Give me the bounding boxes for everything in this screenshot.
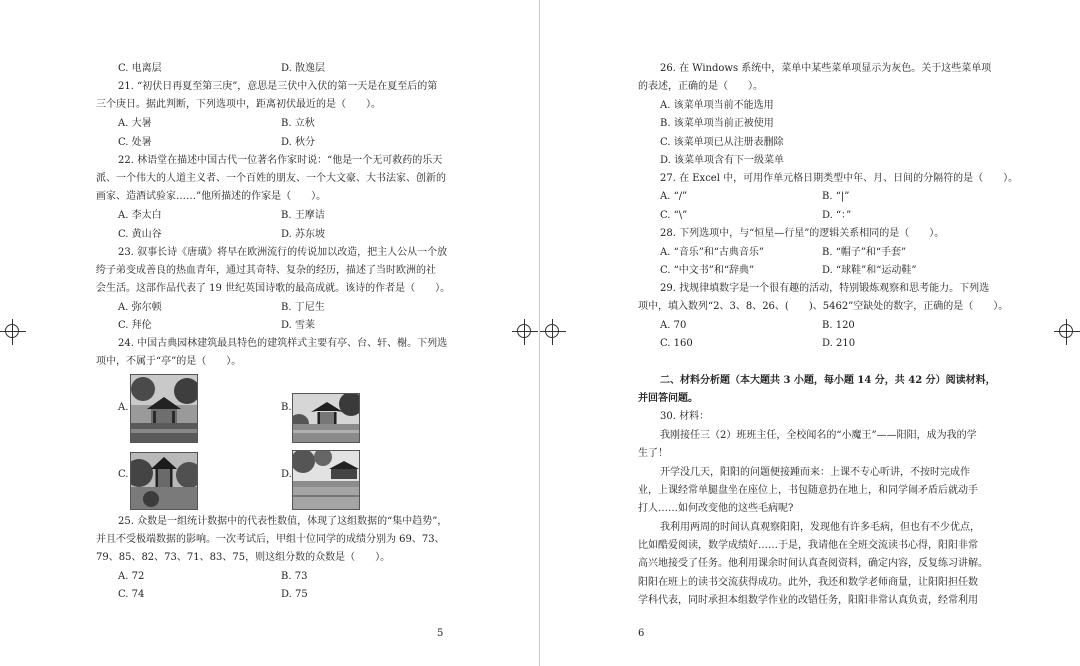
q24-option-d-label: D. [281,469,292,480]
q22-stem-line-2: 派、一个伟大的人道主义者、一个百姓的朋友、一个大文豪、大书法家、创新的 [96,173,446,184]
q28-stem-line-1: 28. 下列选项中，与“恒星—行星”的逻辑关系相同的是（ ）。 [660,228,945,239]
q24-stem-line-1: 24. 中国古典园林建筑最具特色的建筑样式主要有亭、台、轩、榭。下列选 [118,338,448,349]
q22-option-c: C. 黄山谷 [118,229,162,240]
q23-stem-line-3: 会生活。这部作品代表了 19 世纪英国诗歌的最高成就。该诗的作者是（ ）。 [96,283,451,294]
page-number-left: 5 [437,628,444,639]
q24-stem-line-2: 项中，不属于“亭”的是（ ）。 [96,356,242,367]
q21-option-c: C. 处暑 [118,137,152,148]
q26-option-b: B. 该菜单项当前正被使用 [660,118,774,129]
crop-mark-icon [1054,319,1080,345]
q23-stem-line-2: 绔子弟变成善良的热血青年，通过其奇特、复杂的经历，描述了当时欧洲的社 [96,265,436,276]
q29-stem-line-2: 项中，填入数列“2、3、8、26、( )、5462”空缺处的数字，正确的是（ ）。 [638,301,1009,312]
q30-material-line-9: 阳阳在班上的读书交流获得成功。此外，我还和数学老师商量，让阳阳担任数 [638,577,978,588]
q21-stem-line-2: 三个庚日。据此判断，下列选项中，距离初伏最近的是（ ）。 [96,99,381,110]
q28-option-b: B. “帽子”和“手套” [822,247,907,258]
page-number-right: 6 [638,628,645,639]
crop-mark-icon [540,319,566,345]
q21-option-b: B. 立秋 [281,118,315,129]
pavilion-photo-b [292,393,360,443]
q28-option-a: A. “音乐”和“古典音乐” [660,247,765,258]
q30-material-line-5: 打人……如何改变他的这些毛病呢? [638,503,794,514]
q22-option-a: A. 李太白 [118,210,162,221]
q22-option-d: D. 苏东坡 [281,229,326,240]
section-heading-line-2: 并回答问题。 [638,393,698,404]
q28-option-d: D. “球鞋”和“运动鞋” [822,265,917,276]
q21-stem-line-1: 21. “初伏日再夏至第三庚”，意思是三伏中入伏的第一天是在夏至后的第 [118,81,438,92]
q23-option-b: B. 丁尼生 [281,302,325,313]
q28-option-c: C. “中文书”和“辞典” [660,265,755,276]
q30-material-line-10: 学科代表，同时承担本组数学作业的改错任务，阳阳非常认真负责，经常利用 [638,595,978,606]
q30-material-line-2: 生了！ [638,448,668,459]
q27-option-b: B. “|” [822,191,850,202]
q26-stem-line-2: 的表述，正确的是（ ）。 [638,81,763,92]
q29-option-a: A. 70 [660,320,687,331]
q24-option-b-label: B. [281,402,292,413]
q25-stem-line-2: 并且不受极端数据的影响。一次考试后，甲组十位同学的成绩分别为 69、73、 [96,534,445,545]
pavilion-photo-a [130,374,198,443]
q23-option-d: D. 雪莱 [281,320,316,331]
q26-option-a: A. 该菜单项当前不能选用 [660,100,774,111]
crop-mark-icon [0,319,26,345]
q26-option-c: C. 该菜单项已从注册表删除 [660,137,784,148]
q25-option-b: B. 73 [281,571,308,582]
q29-option-d: D. 210 [822,338,856,349]
q30-material-line-8: 高兴地接受了任务。他利用课余时间认真查阅资料，确定内容，反复练习讲解。 [638,558,988,569]
q30-label: 30. 材料： [660,411,710,422]
q30-material-line-3: 开学没几天，阳阳的问题便接踵而来：上课不专心听讲，不按时完成作 [660,467,970,478]
right-page [540,0,1080,666]
q27-option-a: A. “/” [660,191,688,202]
q29-option-b: B. 120 [822,320,855,331]
q29-stem-line-1: 29. 找规律填数字是一个很有趣的活动，特别锻炼观察和思考能力。下列选 [660,283,990,294]
q29-option-c: C. 160 [660,338,693,349]
q22-stem-line-3: 画家、造酒试验家……”他所描述的作家是（ ）。 [96,191,327,202]
pavilion-photo-c [130,452,198,510]
q25-option-c: C. 74 [118,589,145,600]
q21-option-d: D. 秋分 [281,137,316,148]
q23-option-c: C. 拜伦 [118,320,152,331]
q27-stem-line-1: 27. 在 Excel 中，可用作单元格日期类型中年、月、日间的分隔符的是（ ）。 [660,173,1019,184]
q24-option-c-label: C. [118,469,129,480]
q25-option-a: A. 72 [118,571,145,582]
pavilion-photo-d [292,450,360,510]
q20-option-d: D. 散逸层 [281,63,326,74]
q25-stem-line-1: 25. 众数是一组统计数据中的代表性数值，体现了这组数据的“集中趋势”， [118,516,448,527]
q25-stem-line-3: 79、85、82、73、71、83、75，则这组分数的众数是（ ）。 [96,552,391,563]
crop-mark-icon [512,319,538,345]
q26-stem-line-1: 26. 在 Windows 系统中，菜单中某些菜单项显示为灰色。关于这些菜单项 [660,63,992,74]
q27-option-d: D. “：” [822,210,852,221]
q24-option-a-label: A. [118,402,129,413]
q26-option-d: D. 该菜单项含有下一级菜单 [660,155,785,166]
q30-material-line-4: 业，上课经常单腿盘坐在座位上，书包随意扔在地上，和同学闹矛盾后就动手 [638,485,978,496]
section-heading-line-1: 二、材料分析题（本大题共 3 小题，每小题 14 分，共 42 分）阅读材料， [660,375,996,386]
q23-stem-line-1: 23. 叙事长诗《唐璜》将早在欧洲流行的传说加以改造，把主人公从一个放 [118,247,448,258]
q30-material-line-7: 比如酷爱阅读，数学成绩好……于是，我请他在全班交流读书心得，阳阳非常 [638,540,978,551]
q22-stem-line-1: 22. 林语堂在描述中国古代一位著名作家时说：“他是一个无可救药的乐天 [118,155,443,166]
q21-option-a: A. 大暑 [118,118,152,129]
q30-material-line-1: 我刚接任三（2）班班主任，全校闻名的“小魔王”——阳阳，成为我的学 [660,430,977,441]
q23-option-a: A. 弥尔顿 [118,302,162,313]
q25-option-d: D. 75 [281,589,308,600]
q20-option-c: C. 电离层 [118,63,162,74]
q30-material-line-6: 我利用两周的时间认真观察阳阳，发现他有许多毛病，但也有不少优点， [660,522,980,533]
q27-option-c: C. “\” [660,210,688,221]
q22-option-b: B. 王摩诘 [281,210,325,221]
